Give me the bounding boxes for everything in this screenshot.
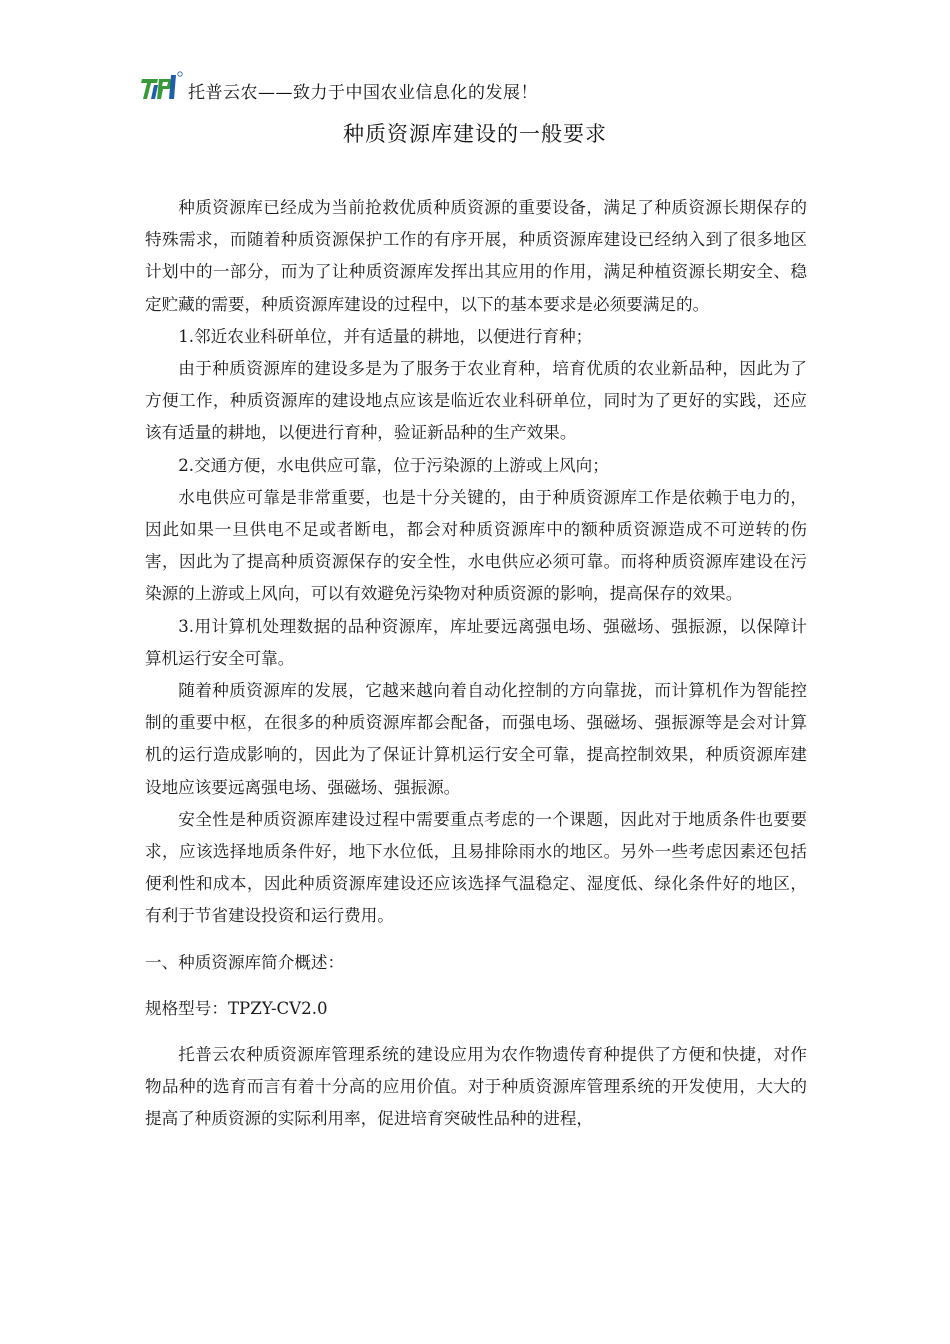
requirement-2: 2.交通方便，水电供应可靠，位于污染源的上游或上风向； <box>178 455 609 475</box>
page-title: 种质资源库建设的一般要求 <box>343 122 607 146</box>
tp-logo-icon <box>140 69 186 103</box>
requirement-3: 3.用计算机处理数据的品种资源库，库址要远离强电场、强磁场、强振源，以保障计算机运行安全可靠。 <box>145 616 807 668</box>
header-slogan: 托普云农——致力于中国农业信息化的发展！ <box>188 82 538 103</box>
document-header <box>140 66 538 106</box>
paragraph-intro: 种质资源库已经成为当前抢救优质种质资源的重要设备，满足了种质资源长期保存的特殊需求，而随着种质资源保护工作的有序开展，种质资源库建设已经纳入到了很多地区计划中的一部分，而为了让种质资源库发挥出其应用的作用，满足种植资源长期安全、稳定贮藏的需要，种质资源库建设的过程中，以下的基本要求是必须要满足的。 <box>145 198 807 314</box>
document-body <box>145 192 807 1136</box>
paragraph-requirement-3-detail: 随着种质资源库的发展，它越来越向着自动化控制的方向靠拢，而计算机作为智能控制的重要中枢，在很多的种质资源库都会配备，而强电场、强磁场、强振源等是会对计算机的运行造成影响的，因此为了保证计算机运行安全可靠，提高控制效果，种质资源库建设地应该要远离强电场、强磁场、强振源。 <box>145 681 807 797</box>
paragraph-requirement-1-detail: 由于种质资源库的建设多是为了服务于农业育种，培育优质的农业新品种，因此为了方便工作，种质资源库的建设地点应该是临近农业科研单位，同时为了更好的实践，还应该有适量的耕地，以便进行育种，验证新品种的生产效果。 <box>145 359 807 443</box>
spec-model: 规格型号：TPZY-CV2.0 <box>145 998 328 1018</box>
requirement-1: 1.邻近农业科研单位，并有适量的耕地，以便进行育种； <box>178 326 593 346</box>
paragraph-safety: 安全性是种质资源库建设过程中需要重点考虑的一个课题，因此对于地质条件也要要求，应该选择地质条件好，地下水位低，且易排除雨水的地区。另外一些考虑因素还包括便利性和成本，因此种质资源库建设还应该选择气温稳定、湿度低、绿化条件好的地区，有利于节省建设投资和运行费用。 <box>145 809 807 926</box>
section-heading: 一、种质资源库简介概述： <box>145 952 345 972</box>
paragraph-requirement-2-detail: 水电供应可靠是非常重要，也是十分关键的，由于种质资源库工作是依赖于电力的，因此如果一旦供电不足或者断电，都会对种质资源库中的额种质资源造成不可逆转的伤害，因此为了提高种质资源保存的安全性，水电供应必须可靠。而将种质资源库建设在污染源的上游或上风向，可以有效避免污染物对种质资源的影响，提高保存的效果。 <box>145 487 807 604</box>
paragraph-system-intro: 托普云农种质资源库管理系统的建设应用为农作物遗传育种提供了方便和快捷，对作物品种的选育而言有着十分高的应用价值。对于种质资源库管理系统的开发使用，大大的提高了种质资源的实际利用率，促进培育突破性品种的进程， <box>145 1045 807 1129</box>
